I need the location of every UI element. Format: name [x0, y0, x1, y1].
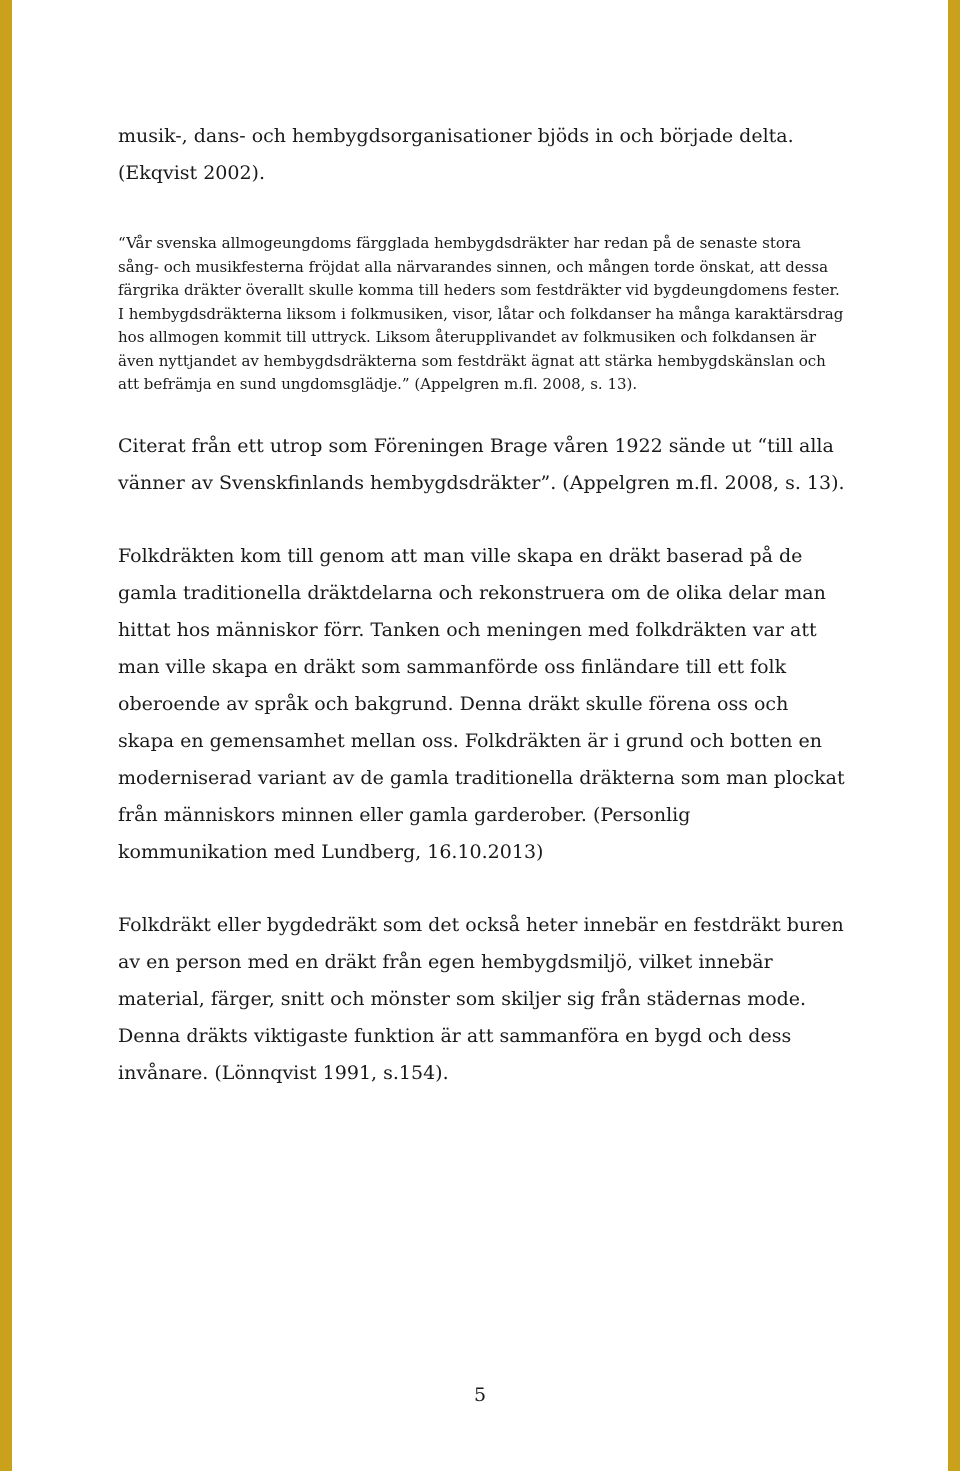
page-number: 5 [473, 1384, 487, 1406]
block-quote: “Vår svenska allmogeungdoms färgglada hembygdsdräkter har redan på de senaste stora sång- och musikfesterna fröjdat alla närvarandes sinnen, och mången torde önskat, att dessa färgrika dräkter överallt skulle komma till heders som festdräkter vid bygdeungdomens fester. I hembygdsdräkterna liksom i folkmusiken, visor, låtar och folkdanser ha många karaktärsdrag hos allmogen kommit till uttryck. Liksom återupplivandet av folkmusiken och folkdansen är även nyttjandet av hembygdsdräkterna som festdräkt ägnat att stärka hembygdskänslan och att befrämja en sund ungdomsglädje.” (Appelgren m.fl. 2008, s. 13). [118, 234, 844, 393]
paragraph-folkdrakt-origin: Folkdräkten kom till genom att man ville skapa en dräkt baserad på de gamla traditionella dräktdelarna och rekonstruera om de olika delar man hittat hos människor förr. Tanken och meningen med folkdräkten var att man ville skapa en dräkt som sammanförde oss finländare till ett folk oberoende av språk och bakgrund. Denna dräkt skulle förena oss och skapa en gemensamhet mellan oss. Folkdräkten är i grund och botten en moderniserad variant av de gamla traditionella dräkterna som man plockat från människors minnen eller gamla garderober. (Personlig kommunikation med Lundberg, 16.10.2013) [118, 544, 845, 863]
paragraph-citation: Citerat från ett utrop som Föreningen Brage våren 1922 sände ut “till alla vänner av Svenskfinlands hembygdsdräkter”. (Appelgren m.fl. 2008, s. 13). [118, 434, 845, 494]
right-page-border [948, 0, 960, 1471]
paragraph-intro: musik-, dans- och hembygdsorganisationer bjöds in och började delta. (Ekqvist 2002). [118, 125, 794, 184]
paragraph-folkdrakt-definition: Folkdräkt eller bygdedräkt som det också heter innebär en festdräkt buren av en person med en dräkt från egen hembygdsmiljö, vilket innebär material, färger, snitt och mönster som skiljer sig från städernas mode. Denna dräkts viktigaste funktion är att sammanföra en bygd och dess invånare. (Lönnqvist 1991, s.154). [118, 913, 844, 1084]
document-page [118, 118, 846, 1092]
left-page-border [0, 0, 12, 1471]
